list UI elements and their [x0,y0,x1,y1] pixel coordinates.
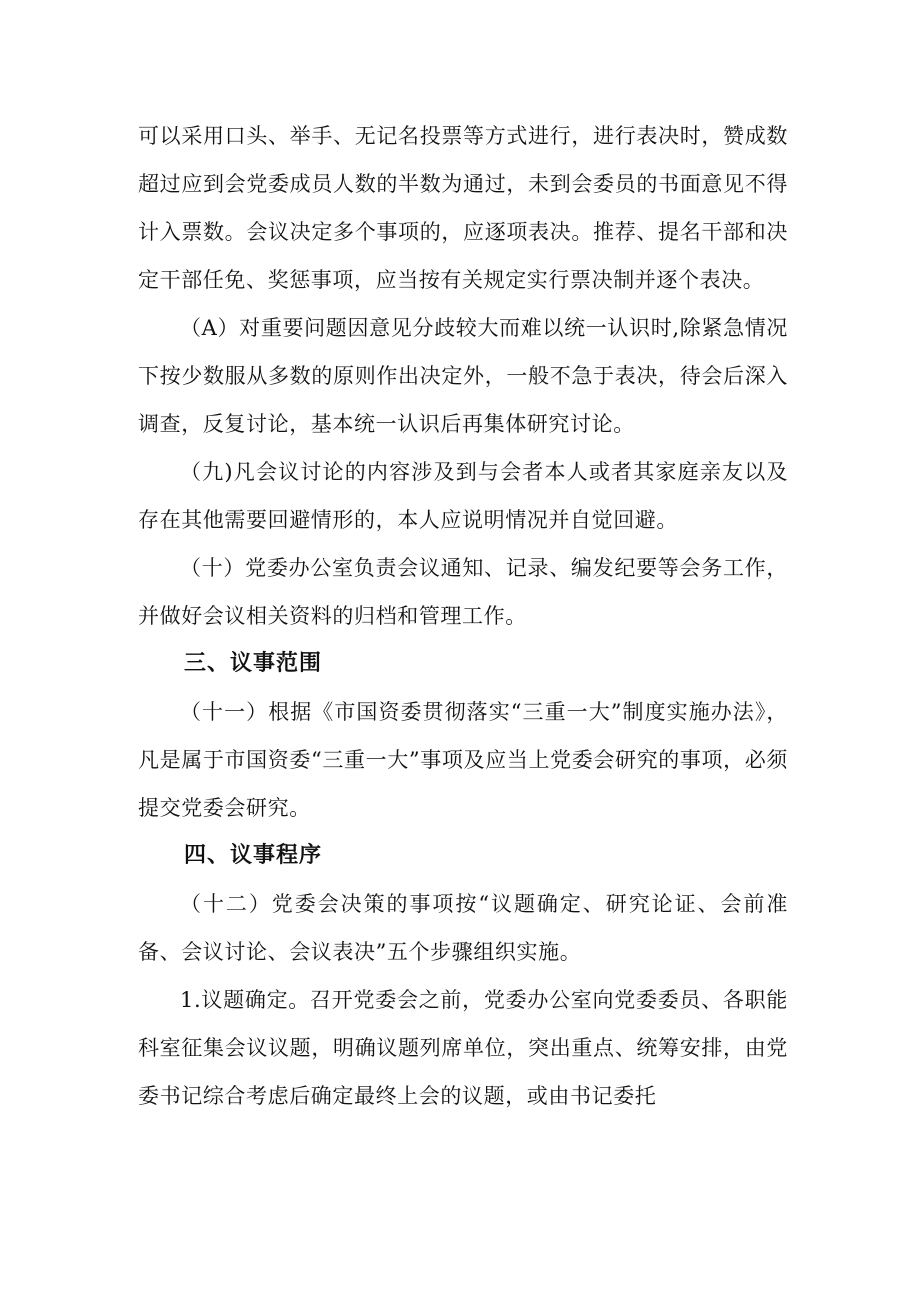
paragraph-item-10: （十）党委办公室负责会议通知、记录、编发纪要等会务工作，并做好会议相关资料的归档和管理工作。 [138,556,788,628]
section-heading-procedure: 四、议事程序 [184,843,323,868]
paragraph-item-11: （十一）根据《市国资委贯彻落实“三重一大”制度实施办法》，凡是属于市国资委“三重一大”事项及应当上党委会研究的事项，必须提交党委会研究。 [138,700,788,820]
document-page [138,112,788,1120]
section-heading-scope: 三、议事范围 [184,651,323,676]
paragraph-item-a: （A）对重要问题因意见分歧较大而难以统一认识时,除紧急情况下按少数服从多数的原则作出决定外，一般不急于表决，待会后深入调查，反复讨论，基本统一认识后再集体研究讨论。 [138,316,788,436]
paragraph-item-12: （十二）党委会决策的事项按“议题确定、研究论证、会前准备、会议讨论、会议表决”五个步骤组织实施。 [138,892,788,964]
paragraph-item-9: （九)凡会议讨论的内容涉及到与会者本人或者其家庭亲友以及存在其他需要回避情形的，本人应说明情况并自觉回避。 [138,460,788,532]
paragraph-step-1-topic: 1.议题确定。召开党委会之前，党委办公室向党委委员、各职能科室征集会议议题，明确议题列席单位，突出重点、统筹安排，由党委书记综合考虑后确定最终上会的议题，或由书记委托 [138,988,788,1108]
paragraph-voting-methods: 可以采用口头、举手、无记名投票等方式进行，进行表决时，赞成数超过应到会党委成员人数的半数为通过，未到会委员的书面意见不得计入票数。会议决定多个事项的，应逐项表决。推荐、提名干部和决定干部任免、奖惩事项，应当按有关规定实行票决制并逐个表决。 [138,124,788,292]
